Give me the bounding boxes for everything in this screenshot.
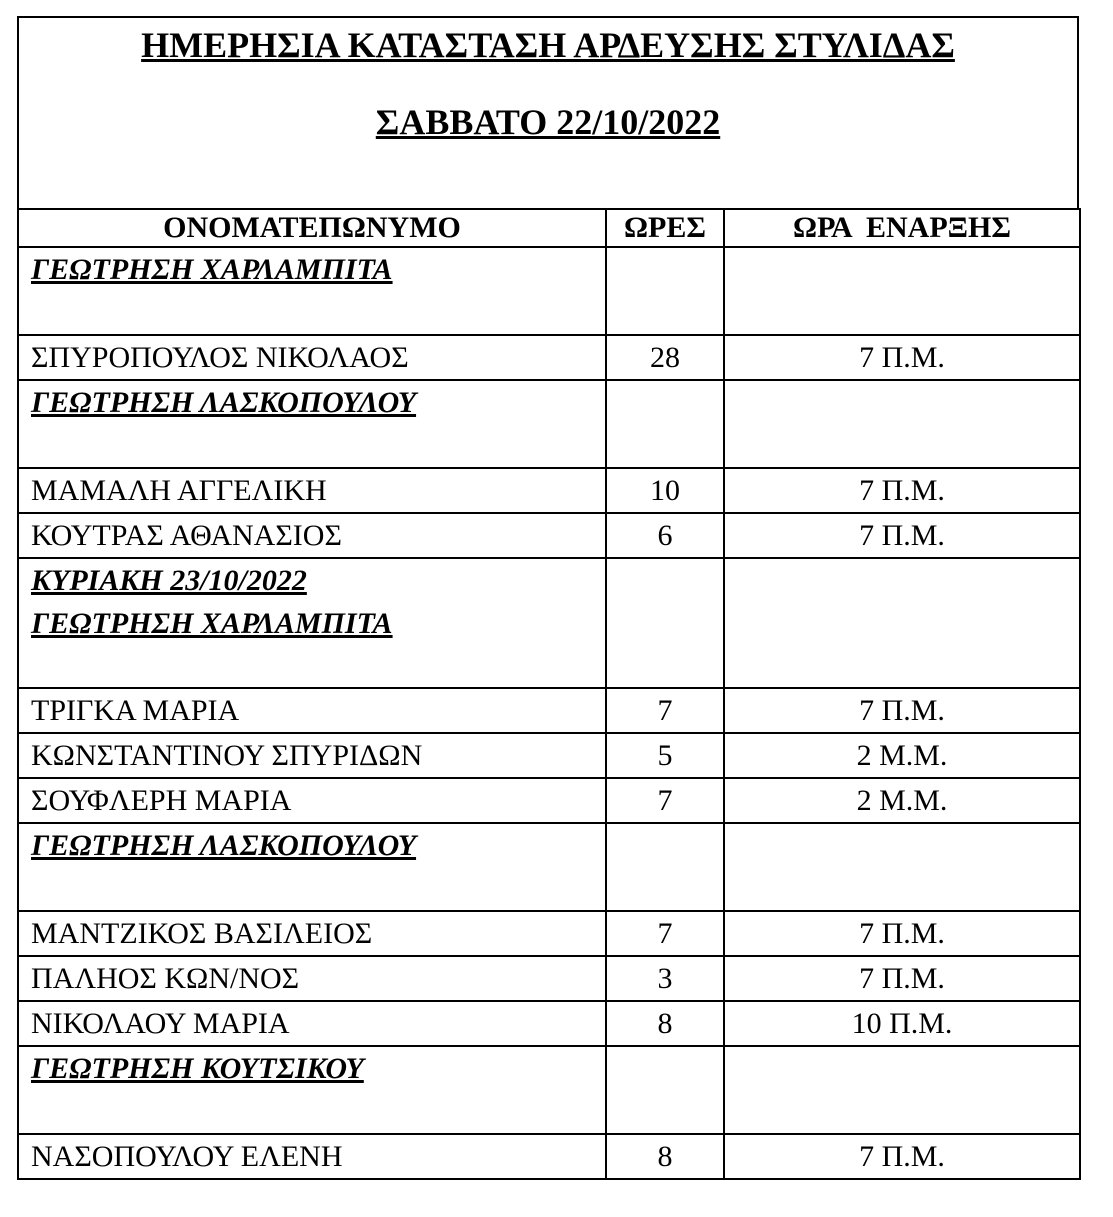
cell-name: ΠΑΛΗΟΣ ΚΩΝ/ΝΟΣ (18, 956, 606, 1001)
cell-name: ΜΑΝΤΖΙΚΟΣ ΒΑΣΙΛΕΙΟΣ (18, 911, 606, 956)
cell-hours: 7 (606, 911, 724, 956)
section-row (18, 823, 1080, 911)
table-row (18, 956, 1080, 1001)
section-row (18, 1046, 1080, 1134)
cell-start-time: 2 Μ.Μ. (724, 778, 1080, 823)
cell-start-time: 7 Π.Μ. (724, 956, 1080, 1001)
cell-hours: 5 (606, 733, 724, 778)
cell-hours: 7 (606, 778, 724, 823)
schedule-table (17, 208, 1081, 1180)
cell-name: ΚΟΥΤΡΑΣ ΑΘΑΝΑΣΙΟΣ (18, 513, 606, 558)
table-row (18, 778, 1080, 823)
cell-start-time: 7 Π.Μ. (724, 468, 1080, 513)
table-row (18, 1001, 1080, 1046)
empty-cell (724, 1046, 1080, 1134)
cell-name: ΝΑΣΟΠΟΥΛΟΥ ΕΛΕΝΗ (18, 1134, 606, 1179)
table-row (18, 335, 1080, 380)
section-label: ΓΕΩΤΡΗΣΗ ΛΑΣΚΟΠΟΥΛΟΥ (31, 829, 417, 862)
section-row (18, 247, 1080, 335)
cell-hours: 28 (606, 335, 724, 380)
cell-start-time: 7 Π.Μ. (724, 335, 1080, 380)
table-row (18, 513, 1080, 558)
document-title: ΗΜΕΡΗΣΙΑ ΚΑΤΑΣΤΑΣΗ ΑΡΔΕΥΣΗΣ ΣΤΥΛΙΔΑΣ (141, 25, 955, 65)
cell-start-time: 2 Μ.Μ. (724, 733, 1080, 778)
table-row (18, 1134, 1080, 1179)
cell-hours: 8 (606, 1134, 724, 1179)
cell-hours: 10 (606, 468, 724, 513)
section-label: ΓΕΩΤΡΗΣΗ ΚΟΥΤΣΙΚΟΥ (31, 1052, 364, 1085)
section-row (18, 380, 1080, 468)
cell-hours: 3 (606, 956, 724, 1001)
empty-cell (606, 558, 724, 688)
section-day-label: ΚΥΡΙΑΚΗ 23/10/2022 (31, 564, 307, 597)
cell-name: ΣΠΥΡΟΠΟΥΛΟΣ ΝΙΚΟΛΑΟΣ (18, 335, 606, 380)
cell-start-time: 7 Π.Μ. (724, 513, 1080, 558)
cell-name: ΝΙΚΟΛΑΟΥ ΜΑΡΙΑ (18, 1001, 606, 1046)
table-header-row (18, 209, 1080, 247)
cell-start-time: 7 Π.Μ. (724, 1134, 1080, 1179)
empty-cell (606, 823, 724, 911)
cell-start-time: 7 Π.Μ. (724, 688, 1080, 733)
cell-name: ΜΑΜΑΛΗ ΑΓΓΕΛΙΚΗ (18, 468, 606, 513)
empty-cell (606, 247, 724, 335)
section-row (18, 558, 1080, 688)
table-row (18, 911, 1080, 956)
document-date: ΣΑΒΒΑΤΟ 22/10/2022 (375, 102, 721, 142)
empty-cell (606, 380, 724, 468)
section-label: ΓΕΩΤΡΗΣΗ ΛΑΣΚΟΠΟΥΛΟΥ (31, 386, 417, 419)
cell-name: ΤΡΙΓΚΑ ΜΑΡΙΑ (18, 688, 606, 733)
irrigation-schedule-sheet (17, 16, 1079, 1180)
cell-hours: 7 (606, 688, 724, 733)
empty-cell (724, 558, 1080, 688)
title-box (17, 16, 1079, 208)
header-name: ΟΝΟΜΑΤΕΠΩΝΥΜΟ (18, 209, 606, 247)
cell-start-time: 7 Π.Μ. (724, 911, 1080, 956)
empty-cell (606, 1046, 724, 1134)
cell-hours: 6 (606, 513, 724, 558)
section-label: ΓΕΩΤΡΗΣΗ ΧΑΡΛΑΜΠΙΤΑ (31, 607, 393, 640)
cell-name: ΚΩΝΣΤΑΝΤΙΝΟΥ ΣΠΥΡΙΔΩΝ (18, 733, 606, 778)
empty-cell (724, 823, 1080, 911)
cell-name: ΣΟΥΦΛΕΡΗ ΜΑΡΙΑ (18, 778, 606, 823)
empty-cell (724, 247, 1080, 335)
cell-hours: 8 (606, 1001, 724, 1046)
table-row (18, 468, 1080, 513)
table-row (18, 688, 1080, 733)
section-label: ΓΕΩΤΡΗΣΗ ΧΑΡΛΑΜΠΙΤΑ (31, 253, 393, 286)
table-row (18, 733, 1080, 778)
empty-cell (724, 380, 1080, 468)
header-start-time: ΩΡΑ ΕΝΑΡΞΗΣ (724, 209, 1080, 247)
header-hours: ΩΡΕΣ (606, 209, 724, 247)
cell-start-time: 10 Π.Μ. (724, 1001, 1080, 1046)
